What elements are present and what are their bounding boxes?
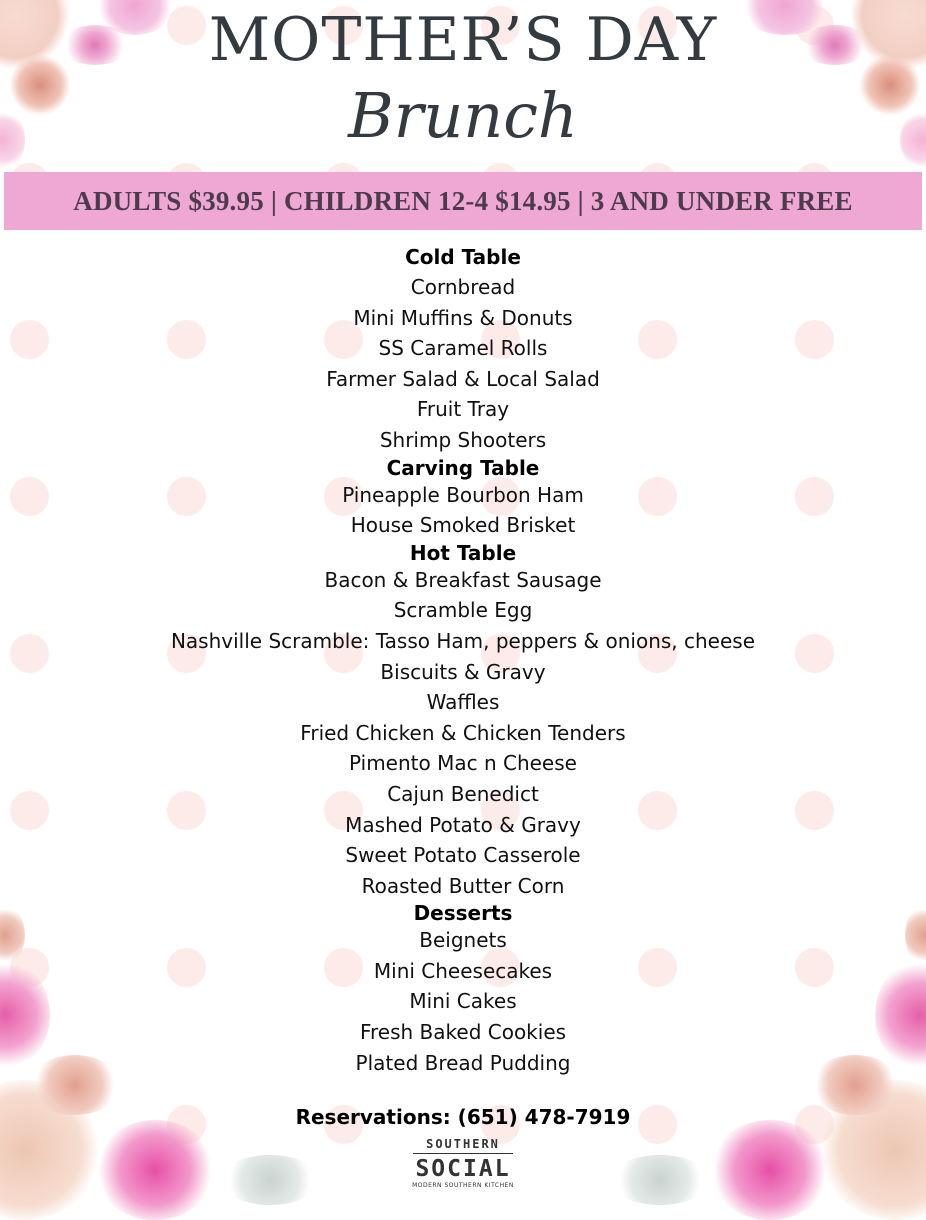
logo-main-text: SOCIAL: [415, 1156, 511, 1182]
menu-item: Shrimp Shooters: [379, 427, 547, 452]
page-subtitle: Brunch: [348, 79, 578, 152]
section-heading-carving-table: Carving Table: [386, 455, 540, 480]
page-title: MOTHER’S DAY: [208, 5, 718, 75]
menu-item: SS Caramel Rolls: [378, 336, 548, 361]
logo-top-text: SOUTHERN: [426, 1137, 500, 1151]
menu-item: Plated Bread Pudding: [355, 1050, 571, 1075]
menu-item: Mini Muffins & Donuts: [353, 305, 573, 330]
menu-item: Cajun Benedict: [387, 781, 539, 806]
menu-item: Pimento Mac n Cheese: [349, 751, 577, 776]
menu-item: Cornbread: [410, 275, 516, 299]
menu-item: Scramble Egg: [393, 598, 533, 623]
pricing-text: ADULTS $39.95 | CHILDREN 12-4 $14.95 | 3 AND UNDER FREE: [73, 185, 853, 216]
logo-divider: [413, 1153, 513, 1154]
restaurant-logo: [403, 1137, 523, 1190]
menu-item: Biscuits & Gravy: [380, 659, 546, 684]
menu-item: Beignets: [419, 928, 507, 953]
menu-item: Pineapple Bourbon Ham: [342, 482, 584, 507]
menu-item: Fried Chicken & Chicken Tenders: [300, 720, 626, 745]
menu-item: Fruit Tray: [416, 397, 510, 422]
menu-item: Mashed Potato & Gravy: [345, 812, 581, 837]
reservations-line: Reservations: (651) 478-7919: [295, 1105, 631, 1129]
menu-item: House Smoked Brisket: [350, 513, 576, 538]
menu-item: Waffles: [426, 690, 500, 715]
menu-list: [0, 242, 926, 1078]
section-heading-cold-table: Cold Table: [405, 245, 521, 269]
logo-sub-text: MODERN SOUTHERN KITCHEN: [412, 1182, 514, 1189]
menu-item: Bacon & Breakfast Sausage: [324, 567, 602, 592]
section-heading-hot-table: Hot Table: [409, 540, 517, 565]
menu-item: Fresh Baked Cookies: [359, 1020, 567, 1045]
section-heading-desserts: Desserts: [413, 901, 513, 926]
menu-item: Mini Cheesecakes: [373, 958, 553, 983]
menu-item: Roasted Butter Corn: [361, 873, 565, 898]
menu-item: Sweet Potato Casserole: [345, 843, 581, 868]
menu-item: Farmer Salad & Local Salad: [326, 366, 600, 391]
menu-item: Nashville Scramble: Tasso Ham, peppers & onions, cheese: [170, 628, 756, 653]
menu-item: Mini Cakes: [409, 989, 517, 1014]
pricing-banner: [4, 172, 922, 230]
